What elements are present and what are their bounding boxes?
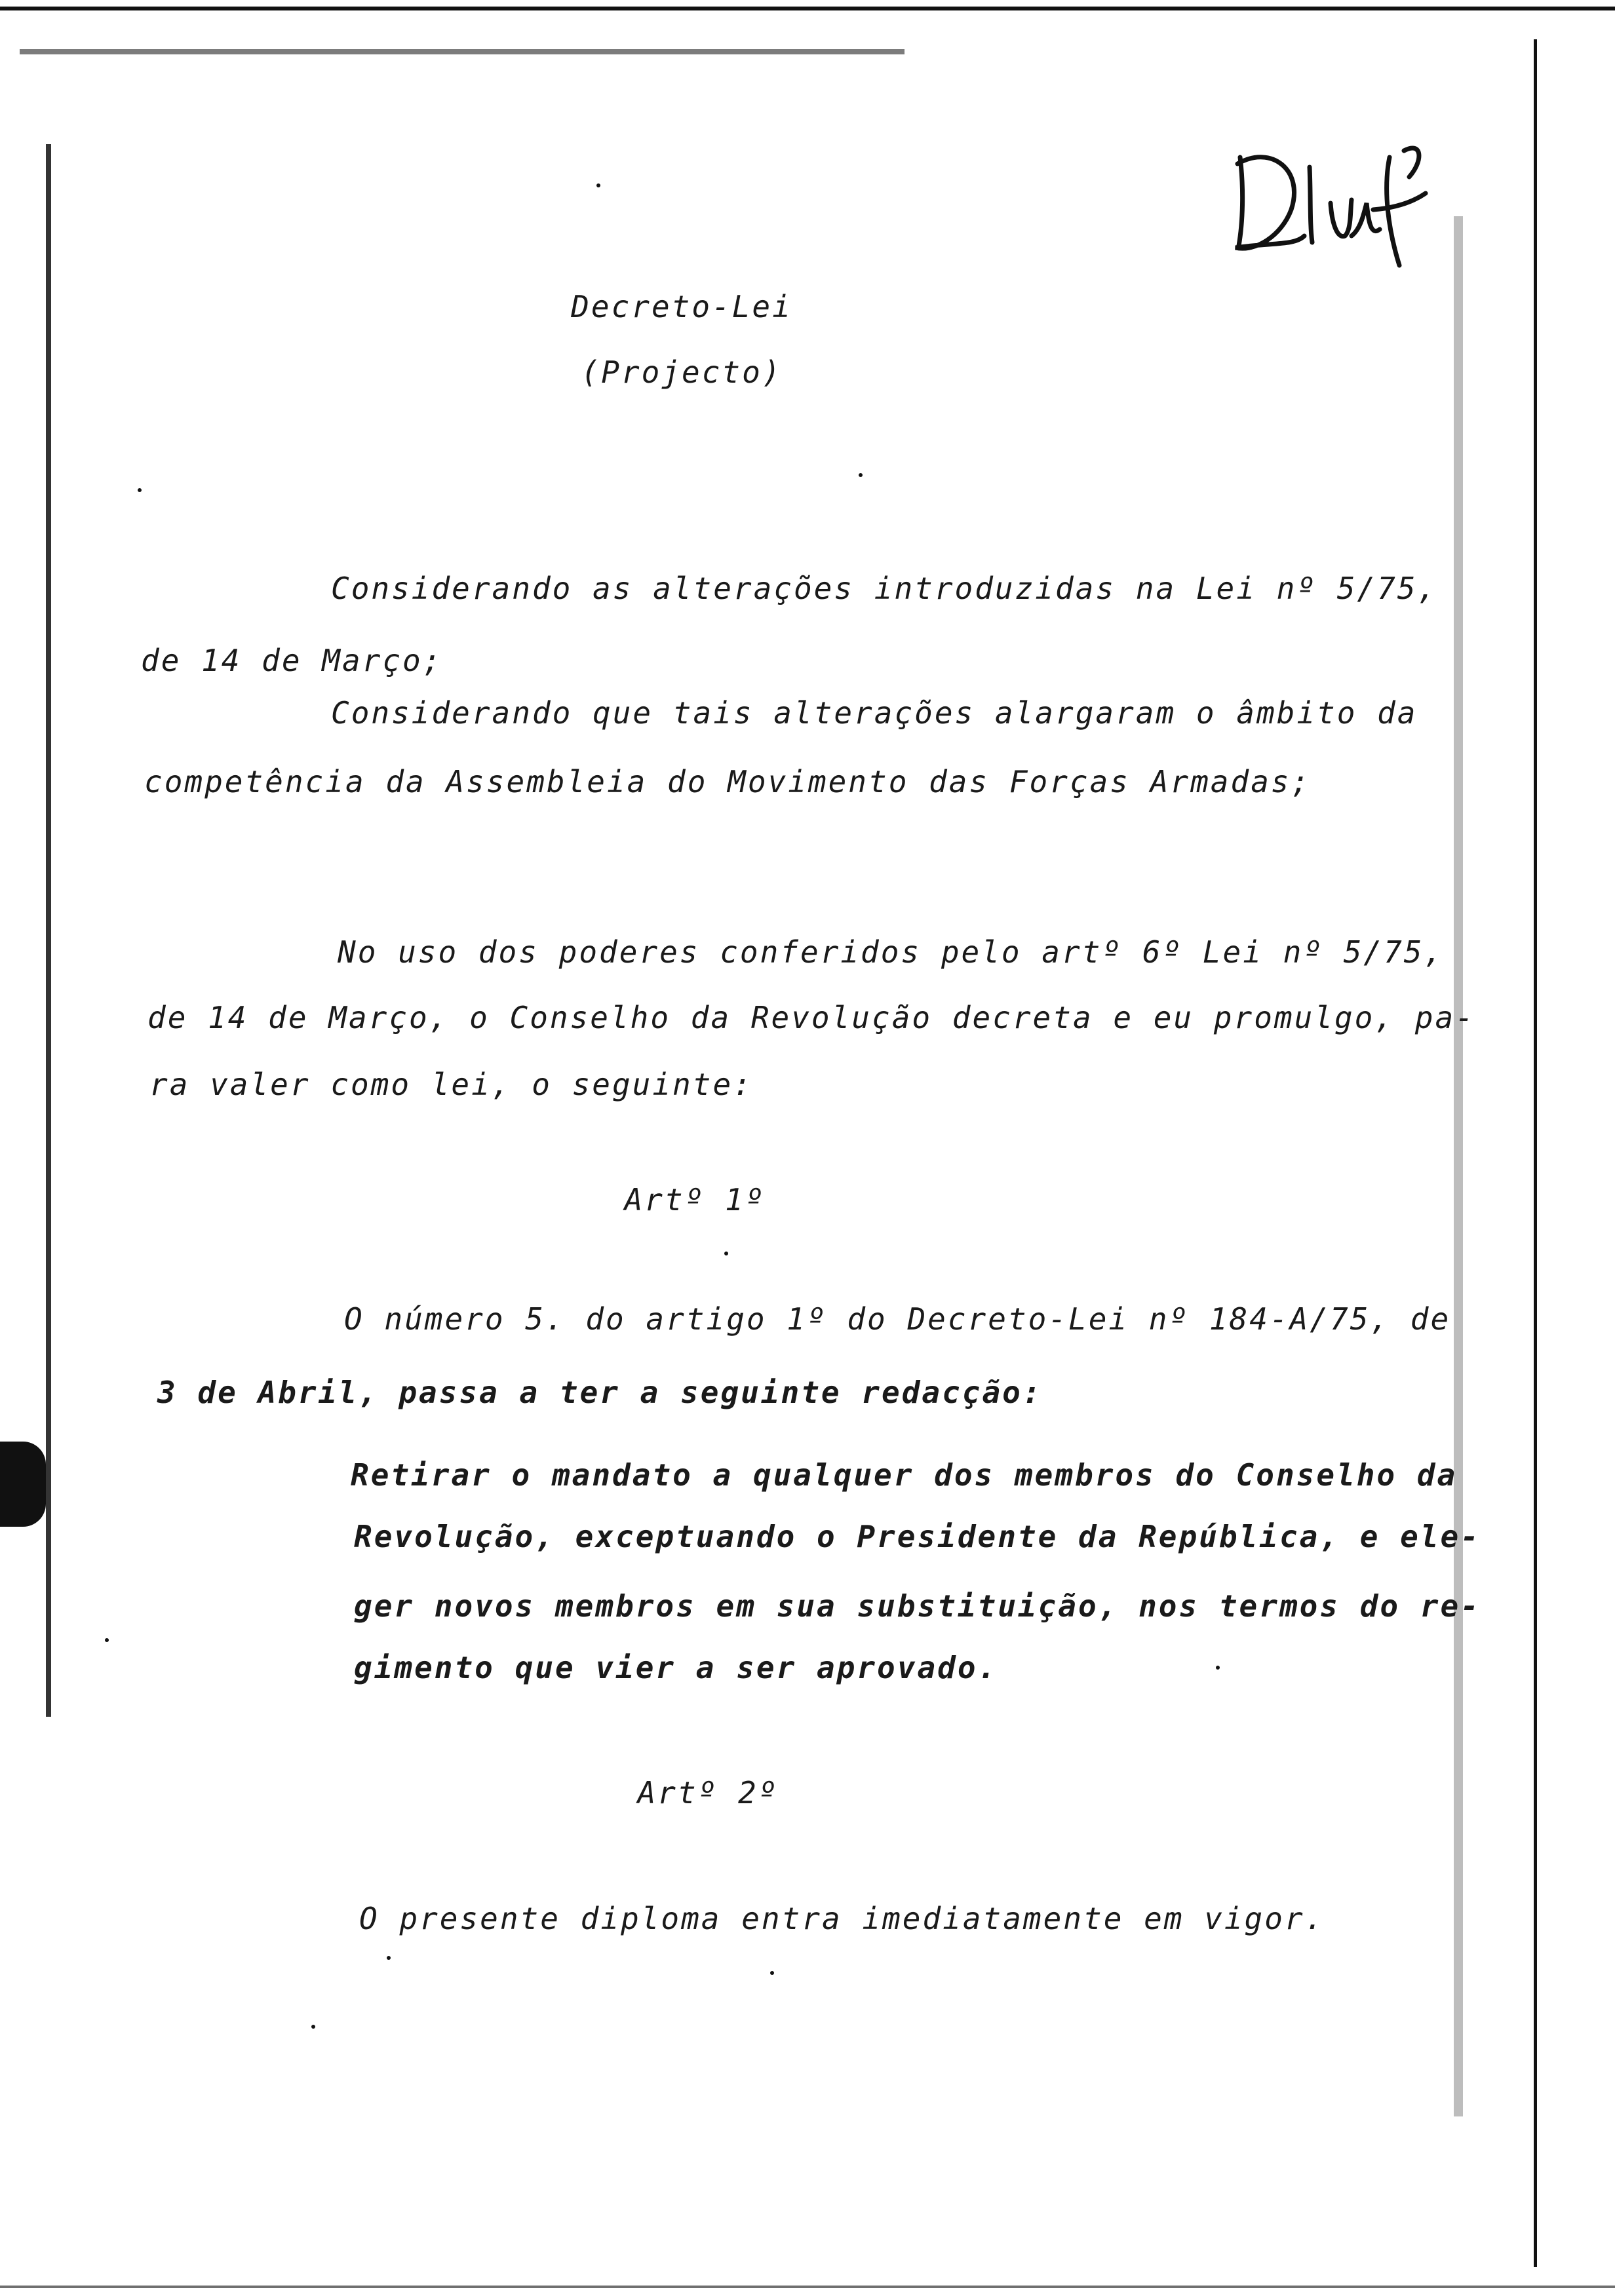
speck bbox=[311, 2025, 315, 2029]
scan-top-edge bbox=[0, 7, 1615, 10]
scan-right-noise bbox=[1454, 216, 1463, 2116]
scan-right-edge bbox=[1534, 39, 1537, 2267]
article-text-line: O presente diploma entra imediatamente em vigor. bbox=[359, 1901, 1325, 1936]
speck bbox=[105, 1638, 109, 1642]
article-quote-line: Retirar o mandato a qualquer dos membros do Conselho da bbox=[351, 1457, 1458, 1493]
document-subtitle: (Projecto) bbox=[581, 354, 783, 390]
preamble-line: Considerando as alterações introduzidas na Lei nº 5/75, bbox=[331, 571, 1438, 606]
preamble-line: Considerando que tais alterações alargaram o âmbito da bbox=[331, 695, 1418, 731]
speck bbox=[770, 1971, 774, 1975]
article-intro-line: 3 de Abril, passa a ter a seguinte redacção: bbox=[157, 1375, 1043, 1410]
article-intro-line: O número 5. do artigo 1º do Decreto-Lei nº 184-A/75, de bbox=[344, 1301, 1451, 1337]
enacting-line: ra valer como lei, o seguinte: bbox=[149, 1067, 753, 1102]
document-title: Decreto-Lei bbox=[571, 289, 792, 324]
article-heading: Artº 1º bbox=[624, 1182, 766, 1217]
article-quote-line: Revolução, exceptuando o Presidente da República, e ele- bbox=[354, 1519, 1481, 1554]
enacting-line: de 14 de Março, o Conselho da Revolução decreta e eu promulgo, pa- bbox=[147, 1000, 1475, 1035]
speck bbox=[724, 1252, 728, 1255]
scan-top-smudge bbox=[20, 49, 905, 54]
preamble-line: de 14 de Março; bbox=[141, 643, 443, 678]
speck bbox=[1216, 1666, 1220, 1670]
binder-hole-mark bbox=[0, 1442, 46, 1527]
speck bbox=[387, 1956, 391, 1960]
handwritten-initials bbox=[1232, 131, 1429, 269]
speck bbox=[138, 488, 142, 492]
enacting-line: No uso dos poderes conferidos pelo artº 6º Lei nº 5/75, bbox=[338, 934, 1445, 970]
article-heading: Artº 2º bbox=[637, 1775, 779, 1810]
article-quote-line: ger novos membros em sua substituição, nos termos do re- bbox=[354, 1588, 1481, 1624]
scan-bottom-edge bbox=[0, 2286, 1615, 2288]
preamble-line: competência da Assembleia do Movimento das Forças Armadas; bbox=[144, 764, 1312, 799]
speck bbox=[859, 473, 863, 477]
speck bbox=[596, 183, 600, 187]
scan-left-edge bbox=[46, 144, 51, 1717]
article-quote-line: gimento que vier a ser aprovado. bbox=[354, 1650, 998, 1685]
